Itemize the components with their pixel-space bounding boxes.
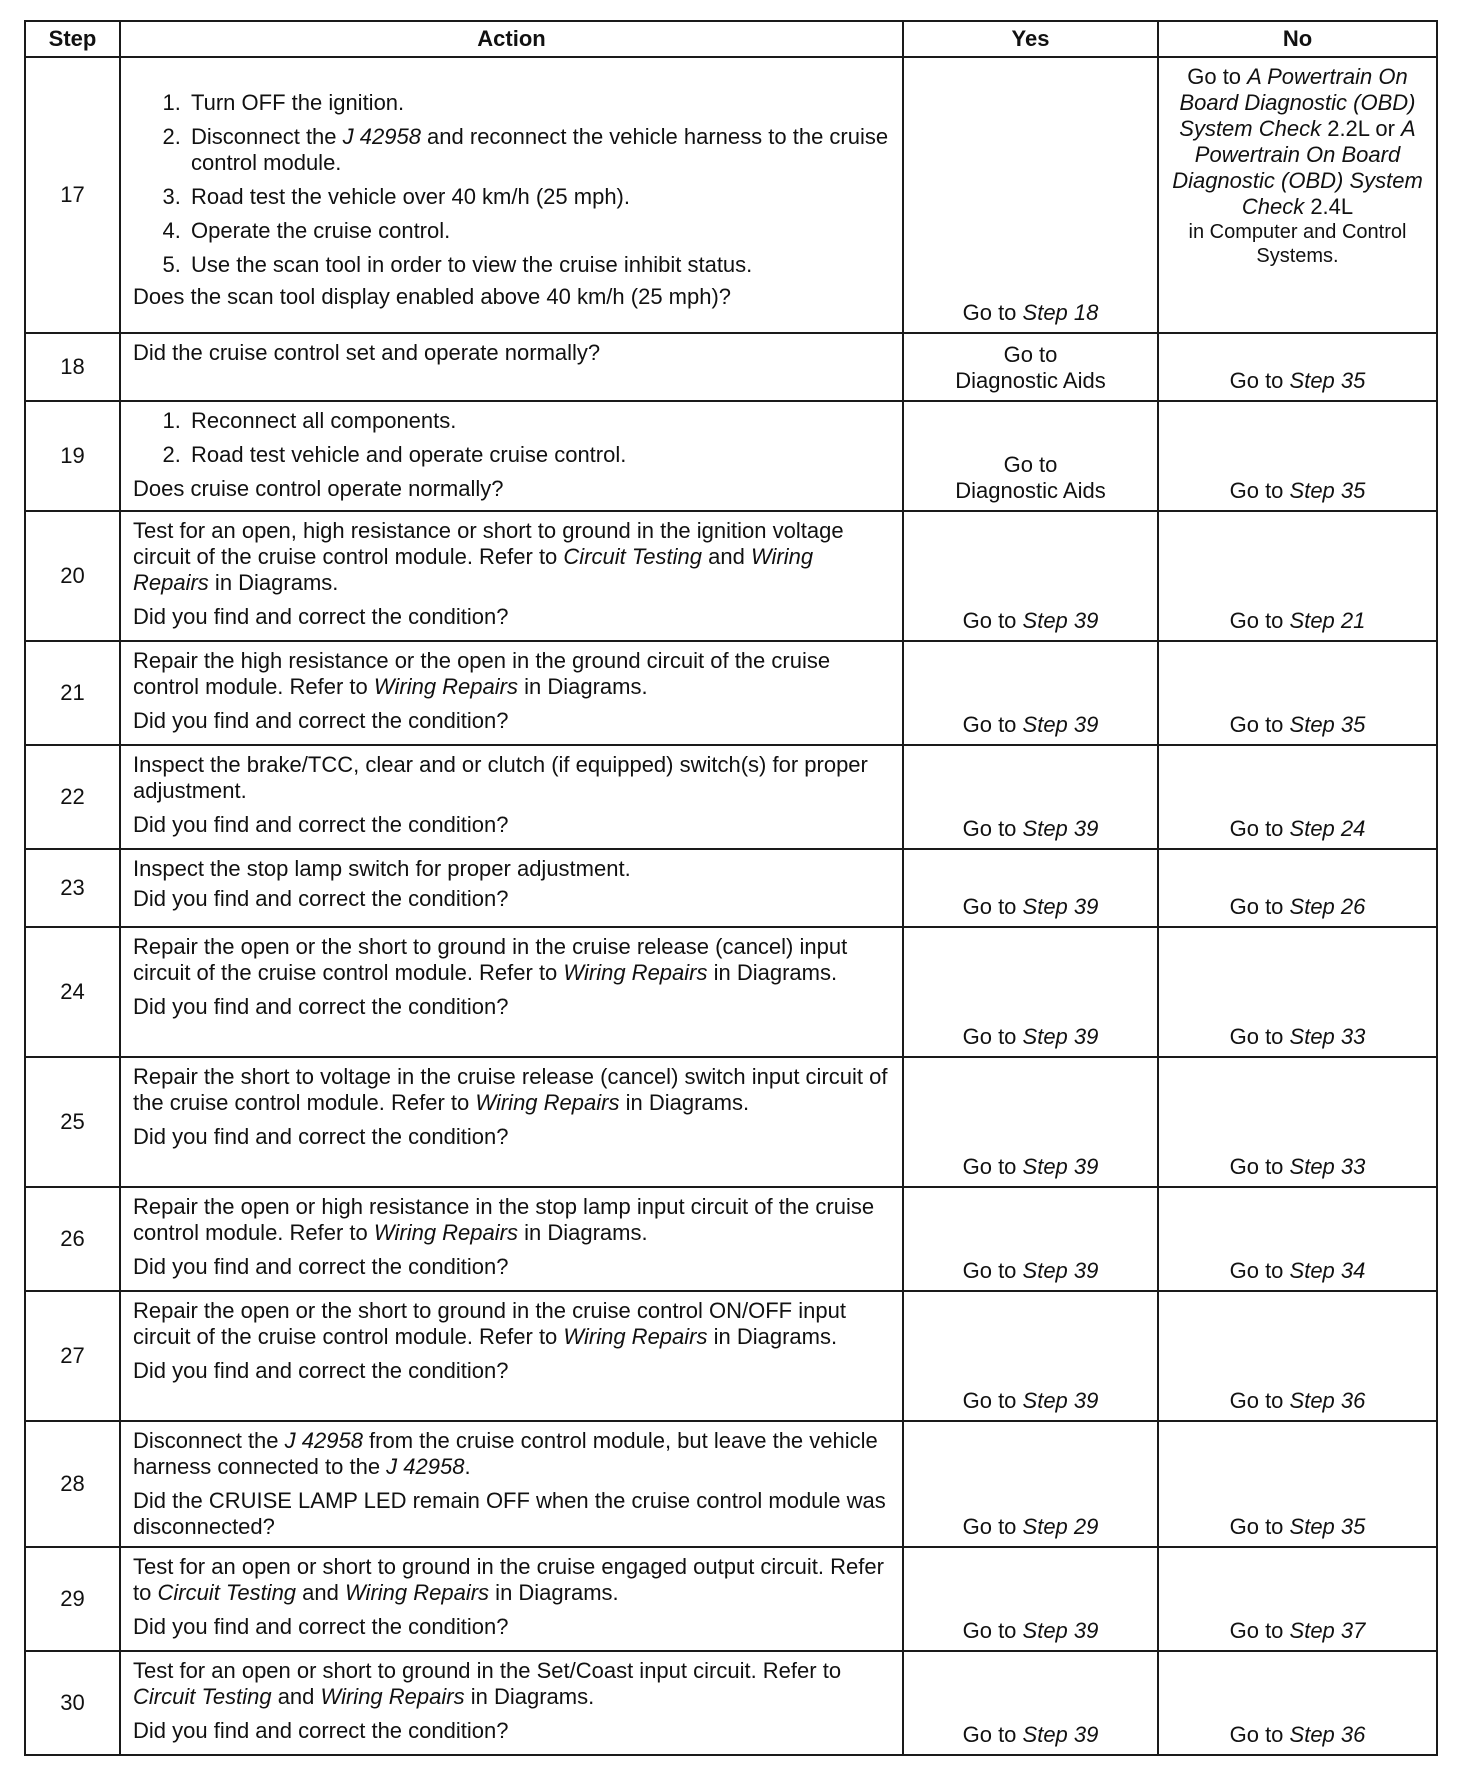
list-item: 3. Road test the vehicle over 40 km/h (25 mph). bbox=[187, 184, 892, 210]
goto-step-link[interactable]: Step 35 bbox=[1289, 1514, 1366, 1539]
header-yes: Yes bbox=[903, 21, 1158, 57]
no-cell bbox=[1158, 1291, 1437, 1421]
yes-cell bbox=[903, 1291, 1158, 1421]
step-number: 18 bbox=[25, 333, 120, 401]
goto-prefix: Go to bbox=[1229, 1618, 1290, 1643]
table-row bbox=[25, 57, 1437, 333]
action-cell bbox=[120, 1421, 903, 1547]
diagnostic-table bbox=[24, 20, 1438, 1756]
no-cell bbox=[1158, 849, 1437, 927]
action-text: Disconnect the bbox=[191, 124, 343, 149]
step-number: 24 bbox=[25, 927, 120, 1057]
no-cell bbox=[1158, 511, 1437, 641]
yes-cell bbox=[903, 1651, 1158, 1755]
action-text bbox=[133, 1554, 892, 1606]
action-text-part: from the cruise control module, but leave the vehicle harness connected to the bbox=[133, 1428, 878, 1479]
table-row bbox=[25, 1057, 1437, 1187]
goto-prefix: Go to bbox=[1229, 712, 1290, 737]
circuit-testing-link[interactable]: Circuit Testing bbox=[563, 544, 702, 569]
step-number: 25 bbox=[25, 1057, 120, 1187]
goto-prefix: Go to bbox=[1187, 64, 1248, 89]
goto-prefix: Go to bbox=[962, 1514, 1023, 1539]
yes-cell bbox=[903, 333, 1158, 401]
yes-cell bbox=[903, 511, 1158, 641]
goto-prefix: Go to bbox=[1229, 1388, 1290, 1413]
table-row bbox=[25, 1651, 1437, 1755]
step-number: 20 bbox=[25, 511, 120, 641]
question-text: Did you find and correct the condition? bbox=[133, 886, 509, 911]
action-text: Inspect the stop lamp switch for proper adjustment. bbox=[133, 856, 631, 881]
question-text: Did you find and correct the condition? bbox=[133, 812, 509, 837]
header-step: Step bbox=[25, 21, 120, 57]
or-text: or bbox=[1375, 116, 1402, 141]
action-text-part: in Diagrams. bbox=[464, 1684, 595, 1709]
obd-check-link[interactable]: A Powertrain On Board Diagnostic (OBD) System Check bbox=[1179, 64, 1416, 141]
goto-step-link[interactable]: Step 33 bbox=[1289, 1024, 1366, 1049]
wiring-repairs-link[interactable]: Wiring Repairs bbox=[563, 1324, 708, 1349]
wiring-repairs-link[interactable]: Wiring Repairs bbox=[563, 960, 708, 985]
goto-prefix: Go to bbox=[1003, 342, 1058, 367]
diagnostic-aids-link[interactable]: Diagnostic Aids bbox=[955, 368, 1106, 393]
goto-prefix: Go to bbox=[1229, 368, 1290, 393]
goto-prefix: Go to bbox=[1229, 608, 1290, 633]
table-row bbox=[25, 927, 1437, 1057]
table-row bbox=[25, 849, 1437, 927]
goto-prefix: Go to bbox=[962, 1024, 1023, 1049]
step-number: 30 bbox=[25, 1651, 120, 1755]
no-cell bbox=[1158, 1057, 1437, 1187]
engine-variant: 2.2L bbox=[1321, 116, 1370, 141]
circuit-testing-link[interactable]: Circuit Testing bbox=[133, 1684, 272, 1709]
header-no: No bbox=[1158, 21, 1437, 57]
action-text: and reconnect the vehicle harness to the cruise control module. bbox=[191, 124, 889, 175]
list-item bbox=[187, 124, 892, 176]
goto-step-link[interactable]: Step 24 bbox=[1289, 816, 1366, 841]
table-row bbox=[25, 745, 1437, 849]
no-cell bbox=[1158, 641, 1437, 745]
goto-step-link[interactable]: Step 26 bbox=[1289, 894, 1366, 919]
list-item: 1. Reconnect all components. bbox=[187, 408, 892, 434]
yes-cell bbox=[903, 1057, 1158, 1187]
action-text-part: in Diagrams. bbox=[208, 570, 339, 595]
yes-cell bbox=[903, 927, 1158, 1057]
tool-reference[interactable]: J 42958 bbox=[342, 124, 421, 149]
diagnostic-page bbox=[24, 20, 1436, 1756]
yes-cell bbox=[903, 641, 1158, 745]
step-number: 27 bbox=[25, 1291, 120, 1421]
yes-cell bbox=[903, 57, 1158, 333]
action-cell bbox=[120, 511, 903, 641]
yes-cell bbox=[903, 849, 1158, 927]
goto-prefix: Go to bbox=[962, 816, 1023, 841]
yes-cell bbox=[903, 401, 1158, 511]
goto-step-link[interactable]: Step 35 bbox=[1289, 478, 1366, 503]
action-cell bbox=[120, 1291, 903, 1421]
question-text: Did you find and correct the condition? bbox=[133, 604, 509, 629]
circuit-testing-link[interactable]: Circuit Testing bbox=[157, 1580, 297, 1605]
goto-step-link[interactable]: Step 36 bbox=[1289, 1722, 1366, 1747]
action-text-part: Repair the high resistance or the open in the ground circuit of the cruise control module. Refer to bbox=[133, 648, 831, 699]
no-cell bbox=[1158, 333, 1437, 401]
no-cell bbox=[1158, 927, 1437, 1057]
action-cell bbox=[120, 1547, 903, 1651]
step-number: 26 bbox=[25, 1187, 120, 1291]
question-text: Did you find and correct the condition? bbox=[133, 708, 509, 733]
goto-prefix: Go to bbox=[1229, 1722, 1290, 1747]
action-cell bbox=[120, 641, 903, 745]
goto-prefix: Go to bbox=[962, 894, 1023, 919]
goto-prefix: Go to bbox=[1229, 1024, 1290, 1049]
goto-step-link[interactable]: Step 21 bbox=[1289, 608, 1366, 633]
tool-reference[interactable]: J 42958 bbox=[386, 1454, 465, 1479]
goto-prefix: Go to bbox=[962, 1722, 1023, 1747]
question-text: Did you find and correct the condition? bbox=[133, 1358, 509, 1383]
yes-cell bbox=[903, 1187, 1158, 1291]
table-row bbox=[25, 333, 1437, 401]
action-text-part: Test for an open, high resistance or short to ground in the ignition voltage circuit of the cruise control module. Refer to bbox=[133, 518, 844, 569]
action-text-part: Test for an open or short to ground in the Set/Coast input circuit. Refer to bbox=[133, 1658, 842, 1683]
step-number: 17 bbox=[25, 57, 120, 333]
goto-step-link[interactable]: Step 33 bbox=[1289, 1154, 1366, 1179]
action-text bbox=[133, 934, 892, 986]
action-text-part: and bbox=[296, 1580, 345, 1605]
obd-check-link[interactable]: A Powertrain On Board Diagnostic (OBD) System Check bbox=[1172, 116, 1423, 219]
goto-step-link[interactable]: Step 35 bbox=[1289, 368, 1366, 393]
header-row bbox=[25, 21, 1437, 57]
action-text-part: and bbox=[271, 1684, 321, 1709]
goto-step-link[interactable]: Step 39 bbox=[1022, 894, 1099, 919]
action-text-part: and bbox=[702, 544, 751, 569]
action-steps bbox=[133, 90, 892, 278]
action-text-part: in Diagrams. bbox=[707, 960, 838, 985]
question-text: Did you find and correct the condition? bbox=[133, 1718, 509, 1743]
goto-prefix: Go to bbox=[962, 712, 1023, 737]
no-cell bbox=[1158, 1651, 1437, 1755]
goto-step-link[interactable]: Step 39 bbox=[1022, 1024, 1099, 1049]
goto-prefix: Go to bbox=[1229, 1514, 1290, 1539]
action-cell bbox=[120, 1651, 903, 1755]
goto-prefix: Go to bbox=[1229, 816, 1290, 841]
goto-prefix: Go to bbox=[962, 1618, 1023, 1643]
step-number: 28 bbox=[25, 1421, 120, 1547]
goto-step-link[interactable]: Step 39 bbox=[1022, 608, 1099, 633]
question-text: Did you find and correct the condition? bbox=[133, 1614, 509, 1639]
step-number: 29 bbox=[25, 1547, 120, 1651]
goto-step-link[interactable]: Step 37 bbox=[1289, 1618, 1366, 1643]
goto-step-link[interactable]: Step 39 bbox=[1022, 1154, 1099, 1179]
no-cell bbox=[1158, 1547, 1437, 1651]
action-text-part: in Diagrams. bbox=[619, 1090, 750, 1115]
goto-prefix: Go to bbox=[1229, 1258, 1290, 1283]
action-text-part: in Diagrams. bbox=[489, 1580, 619, 1605]
step-number: 19 bbox=[25, 401, 120, 511]
action-text bbox=[133, 1658, 892, 1710]
action-text: Inspect the brake/TCC, clear and or clutch (if equipped) switch(s) for proper adjustment. bbox=[133, 752, 868, 803]
table-row bbox=[25, 641, 1437, 745]
wiring-repairs-link[interactable]: Wiring Repairs bbox=[320, 1684, 465, 1709]
step-number: 23 bbox=[25, 849, 120, 927]
wiring-repairs-link[interactable]: Wiring Repairs bbox=[475, 1090, 620, 1115]
action-text-part: in Diagrams. bbox=[707, 1324, 838, 1349]
action-cell bbox=[120, 745, 903, 849]
wiring-repairs-link[interactable]: Wiring Repairs bbox=[373, 1220, 518, 1245]
goto-step-link[interactable]: Step 39 bbox=[1022, 816, 1099, 841]
action-cell bbox=[120, 401, 903, 511]
header-action: Action bbox=[120, 21, 903, 57]
list-item: 2. Road test vehicle and operate cruise control. bbox=[187, 442, 892, 468]
no-cell bbox=[1158, 1187, 1437, 1291]
wiring-repairs-link[interactable]: Wiring Repairs bbox=[373, 674, 518, 699]
action-steps bbox=[133, 408, 892, 468]
table-row bbox=[25, 511, 1437, 641]
table-row bbox=[25, 401, 1437, 511]
goto-prefix: Go to bbox=[1229, 478, 1290, 503]
goto-step-link[interactable]: Step 39 bbox=[1022, 712, 1099, 737]
list-item: 4. Operate the cruise control. bbox=[187, 218, 892, 244]
goto-step-link[interactable]: Step 39 bbox=[1022, 1618, 1099, 1643]
goto-step-link[interactable]: Step 36 bbox=[1289, 1388, 1366, 1413]
table-row bbox=[25, 1187, 1437, 1291]
wiring-repairs-link[interactable]: Wiring Repairs bbox=[344, 1580, 490, 1605]
action-text-part: Repair the open or the short to ground in the cruise control ON/OFF input circuit of the cruise control module. Refer to bbox=[133, 1298, 846, 1349]
question-text: Did the cruise control set and operate normally? bbox=[133, 340, 601, 365]
goto-step-link[interactable]: Step 29 bbox=[1022, 1514, 1099, 1539]
action-cell bbox=[120, 1187, 903, 1291]
table-row bbox=[25, 1547, 1437, 1651]
goto-prefix: Go to bbox=[1229, 1154, 1290, 1179]
goto-step-link[interactable]: Step 18 bbox=[1022, 300, 1099, 325]
no-cell bbox=[1158, 401, 1437, 511]
action-text bbox=[133, 1064, 892, 1116]
no-cell bbox=[1158, 57, 1437, 333]
action-text bbox=[133, 1428, 892, 1480]
action-cell bbox=[120, 1057, 903, 1187]
goto-prefix: Go to bbox=[962, 300, 1023, 325]
action-text bbox=[133, 1298, 892, 1350]
question-text: Did you find and correct the condition? bbox=[133, 1254, 509, 1279]
action-cell bbox=[120, 57, 903, 333]
question-text: Did the CRUISE LAMP LED remain OFF when the cruise control module was disconnected? bbox=[133, 1488, 886, 1539]
step-number: 22 bbox=[25, 745, 120, 849]
goto-step-link[interactable]: Step 39 bbox=[1022, 1258, 1099, 1283]
goto-prefix: Go to bbox=[962, 1258, 1023, 1283]
yes-cell bbox=[903, 1421, 1158, 1547]
action-cell bbox=[120, 849, 903, 927]
action-cell bbox=[120, 333, 903, 401]
wiring-repairs-link[interactable]: Wiring Repairs bbox=[133, 544, 814, 595]
yes-cell bbox=[903, 745, 1158, 849]
action-text bbox=[133, 518, 892, 596]
diagnostic-aids-link[interactable]: Diagnostic Aids bbox=[955, 478, 1106, 503]
question-text: Did you find and correct the condition? bbox=[133, 994, 509, 1019]
table-row bbox=[25, 1421, 1437, 1547]
goto-step-link[interactable]: Step 35 bbox=[1289, 712, 1366, 737]
action-text-part: Test for an open or short to ground in the cruise engaged output circuit. Refer to bbox=[133, 1554, 884, 1605]
goto-prefix: Go to bbox=[962, 1388, 1023, 1413]
action-text bbox=[133, 1194, 892, 1246]
goto-step-link[interactable]: Step 39 bbox=[1022, 1388, 1099, 1413]
table-row bbox=[25, 1291, 1437, 1421]
goto-prefix: Go to bbox=[962, 608, 1023, 633]
action-cell bbox=[120, 927, 903, 1057]
action-text-part: Repair the open or the short to ground in the cruise release (cancel) input circuit of the cruise control module. Refer to bbox=[133, 934, 848, 985]
goto-step-link[interactable]: Step 34 bbox=[1289, 1258, 1366, 1283]
action-text-part: Repair the short to voltage in the cruise release (cancel) switch input circuit of the cruise control module. Refer to bbox=[133, 1064, 888, 1115]
list-item: 5. Use the scan tool in order to view the cruise inhibit status. bbox=[187, 252, 892, 278]
engine-variant: 2.4L bbox=[1304, 194, 1354, 219]
goto-prefix: Go to bbox=[962, 1154, 1023, 1179]
action-text bbox=[133, 648, 892, 700]
yes-cell bbox=[903, 1547, 1158, 1651]
question-text: Did you find and correct the condition? bbox=[133, 1124, 509, 1149]
question-text: Does cruise control operate normally? bbox=[133, 476, 504, 501]
no-cell bbox=[1158, 745, 1437, 849]
action-text-part: . bbox=[464, 1454, 471, 1479]
action-text-part: in Diagrams. bbox=[517, 1220, 648, 1245]
step-number: 21 bbox=[25, 641, 120, 745]
question-text: Does the scan tool display enabled above 40 km/h (25 mph)? bbox=[133, 284, 732, 309]
list-item: 1. Turn OFF the ignition. bbox=[187, 90, 892, 116]
action-text-part: in Diagrams. bbox=[517, 674, 648, 699]
tool-reference[interactable]: J 42958 bbox=[284, 1428, 363, 1453]
action-text-part: Disconnect the bbox=[133, 1428, 285, 1453]
action-text-part: Repair the open or high resistance in the stop lamp input circuit of the cruise control module. Refer to bbox=[133, 1194, 875, 1245]
goto-step-link[interactable]: Step 39 bbox=[1022, 1722, 1099, 1747]
no-cell bbox=[1158, 1421, 1437, 1547]
goto-prefix: Go to bbox=[1003, 452, 1058, 477]
manual-reference: in Computer and Control Systems. bbox=[1188, 221, 1407, 267]
goto-prefix: Go to bbox=[1229, 894, 1290, 919]
